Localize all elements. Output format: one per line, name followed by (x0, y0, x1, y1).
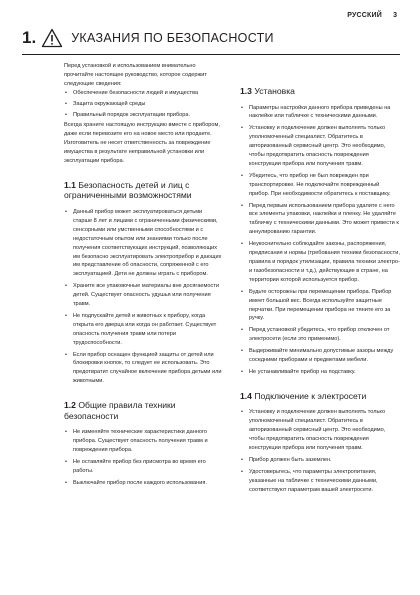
intro-lead: Перед установкой и использованием внимательно прочитайте настоящее руководство, которое содержит следующие сведения: (64, 63, 207, 87)
list-item: • Обеспечение безопасности людей и имущества (64, 89, 222, 98)
section-heading-1-3 (240, 86, 400, 97)
section-heading-1-2 (64, 400, 222, 421)
list-item: • Перед первым использованием прибора удалите с него все элементы упаковки, наклейки и пленку. Не удаляйте табличку с техническими данными. Это может привести к аннулированию гарантии. (240, 202, 400, 238)
list-item: • Прибор должен быть заземлен. (240, 456, 400, 465)
list-item: • Выдерживайте минимально допустимые зазоры между соседними приборами и предметами мебели. (240, 347, 400, 365)
list-item: • Защита окружающей среды (64, 100, 222, 109)
list-item: • Не устанавливайте прибор на подставку. (240, 368, 400, 377)
intro-paragraph: Всегда храните настоящую инструкцию вместе с прибором, даже если перевозите его на новое место или продаете. (64, 122, 220, 138)
section-list (240, 104, 400, 377)
list-item: • Убедитесь, что прибор не был поврежден при транспортировке. Не подключайте поврежденный прибор. При необходимости обратитесь к поставщику. (240, 172, 400, 199)
list-item: • Удостоверьтесь, что параметры электропитания, указанные на табличке с техническими данными, соответствуют параметрам вашей электросети. (240, 468, 400, 495)
list-item: • Будьте осторожны при перемещении прибора. Прибор имеет большой вес. Всегда используйте защитные перчатки. При перемещении прибора не тяните его за ручку. (240, 288, 400, 324)
title-divider (22, 54, 400, 55)
list-item: • Установку и подключение должен выполнять только уполномоченный специалист. Обратитесь в авторизованный сервисный центр. Это необходимо, чтобы предотвратить опасность повреждения конструкции прибора или получения травм. (240, 408, 400, 453)
intro-list (64, 89, 222, 120)
list-item: • Перед установкой убедитесь, что прибор отключен от электросети (если это применимо). (240, 326, 400, 344)
intro-paragraph: Изготовитель не несет ответственность за повреждение имущества в результате неправильной установки или эксплуатации прибора. (64, 140, 211, 165)
chapter-number: 1. (22, 28, 37, 47)
page-number: 3 (393, 12, 397, 19)
list-item: • Данный прибор может эксплуатироваться детьми старше 8 лет и лицами с ограниченными физическими, сенсорными или умственными способностями и с недостаточным опытом или знаниями только после получения соответствующих инструкций, позволяющих им безопасно эксплуатировать электроприбор и дающих им представление об опасности, сопряженной с его эксплуатацией. Дети не должны играть с прибором. (64, 208, 222, 279)
chapter-title-text: УКАЗАНИЯ ПО БЕЗОПАСНОСТИ (71, 31, 274, 45)
list-item: • Выключайте прибор после каждого использования. (64, 479, 222, 488)
list-item: • Неукоснительно соблюдайте законы, распоряжения, предписания и нормы (требования техники безопасности, правила и порядок утилизации, правила техники электро- и газобезопасности и т.д.), действующие в стране, на территории которой используется прибор. (240, 240, 400, 285)
section-heading-1-4 (240, 391, 400, 402)
list-item: • Правильный порядок эксплуатации прибора. (64, 111, 222, 120)
section-heading-1-1 (64, 180, 222, 201)
section-number: 1.3 (240, 86, 252, 96)
warning-triangle-icon (41, 28, 63, 48)
section-title: Установка (254, 86, 295, 96)
list-item: • Если прибор оснащен функцией защиты от детей или блокировки кнопок, то следует ее использовать. Это предотвратит случайное включение прибора детьми или животными. (64, 351, 222, 387)
right-column (240, 58, 400, 498)
section-title: Подключение к электросети (254, 390, 367, 401)
section-number: 1.2 (64, 400, 76, 411)
header-language: РУССКИЙ (347, 12, 382, 19)
left-column (64, 58, 222, 491)
list-item: • Установку и подключение должен выполнять только уполномоченный специалист. Обратитесь в авторизованный сервисный центр. Это необходимо, чтобы предотвратить опасность повреждения конструкции прибора или получения травм. (240, 124, 400, 169)
section-list (64, 208, 222, 386)
chapter-title (22, 24, 400, 52)
section-list (64, 428, 222, 487)
section-number: 1.1 (64, 179, 76, 190)
list-item: • Не подпускайте детей и животных к прибору, когда открыта его дверца или когда он работает. Существует опасность получения травм или потери трудоспособности. (64, 312, 222, 348)
section-title: Общие правила техники безопасности (64, 400, 176, 421)
section-number: 1.4 (240, 390, 252, 401)
list-item: • Не оставляйте прибор без присмотра во время его работы. (64, 458, 222, 476)
section-title: Безопасность детей и лиц с ограниченными возможностями (64, 179, 192, 201)
list-item: • Не изменяйте технические характеристики данного прибора. Существует опасность получения травм и повреждения прибора. (64, 428, 222, 455)
list-item: • Параметры настройки данного прибора приведены на наклейке или табличке с техническими данными. (240, 104, 400, 122)
list-item: • Храните все упаковочные материалы вне досягаемости детей. Существует опасность удушья или получения травм. (64, 282, 222, 309)
section-list (240, 408, 400, 494)
